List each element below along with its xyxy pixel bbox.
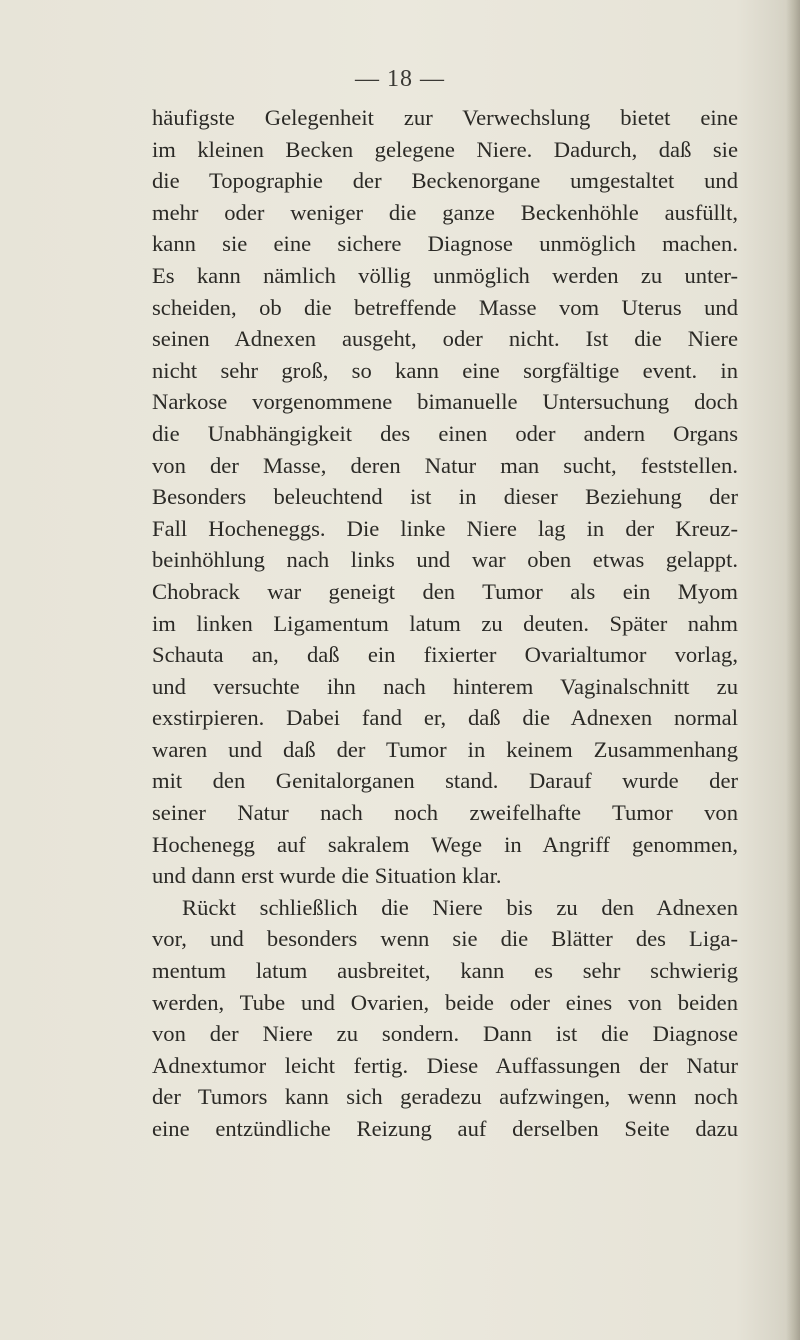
body-text xyxy=(152,102,738,1145)
page-number: — 18 — xyxy=(355,66,445,92)
text-line: Hochenegg auf sakralem Wege in Angriff genommen, xyxy=(152,831,738,857)
text-line: Narkose vorgenommene bimanuelle Untersuchung doch xyxy=(152,389,738,415)
text-line: exstirpieren. Dabei fand er, daß die Adnexen normal xyxy=(152,705,738,731)
text-line: Chobrack war geneigt den Tumor als ein Myom xyxy=(152,578,738,604)
text-line: vor, und besonders wenn sie die Blätter des Liga- xyxy=(152,926,738,952)
text-line: werden, Tube und Ovarien, beide oder eines von beiden xyxy=(152,989,738,1015)
text-line: mehr oder weniger die ganze Beckenhöhle ausfüllt, xyxy=(152,199,738,225)
text-line: kann sie eine sichere Diagnose unmöglich machen. xyxy=(152,231,738,257)
text-line: die Topographie der Beckenorgane umgestaltet und xyxy=(152,168,738,194)
text-line: von der Niere zu sondern. Dann ist die Diagnose xyxy=(152,1021,738,1047)
text-line: mit den Genitalorganen stand. Darauf wurde der xyxy=(152,768,738,794)
text-line: der Tumors kann sich geradezu aufzwingen, wenn noch xyxy=(152,1084,738,1110)
text-line: Es kann nämlich völlig unmöglich werden zu unter- xyxy=(152,262,738,288)
text-line: Besonders beleuchtend ist in dieser Beziehung der xyxy=(152,484,738,510)
text-line: scheiden, ob die betreffende Masse vom Uterus und xyxy=(152,294,738,320)
text-line: im linken Ligamentum latum zu deuten. Später nahm xyxy=(152,610,738,636)
text-line: eine entzündliche Reizung auf derselben Seite dazu xyxy=(152,1116,738,1141)
text-line: Adnextumor leicht fertig. Diese Auffassungen der Natur xyxy=(152,1052,738,1078)
text-line: beinhöhlung nach links und war oben etwas gelappt. xyxy=(152,547,738,573)
text-line: nicht sehr groß, so kann eine sorgfältige event. in xyxy=(152,357,738,383)
text-line: Schauta an, daß ein fixierter Ovarialtumor vorlag, xyxy=(152,642,738,668)
text-line: mentum latum ausbreitet, kann es sehr schwierig xyxy=(152,958,738,984)
text-line: und dann erst wurde die Situation klar. xyxy=(152,863,502,889)
text-line: und versuchte ihn nach hinterem Vaginalschnitt zu xyxy=(152,673,738,699)
text-line: von der Masse, deren Natur man sucht, feststellen. xyxy=(152,452,738,478)
text-line: Fall Hocheneggs. Die linke Niere lag in der Kreuz- xyxy=(152,515,738,541)
text-line: seinen Adnexen ausgeht, oder nicht. Ist die Niere xyxy=(152,326,738,352)
text-line: im kleinen Becken gelegene Niere. Dadurch, daß sie xyxy=(152,136,738,162)
text-line: die Unabhängigkeit des einen oder andern Organs xyxy=(152,420,738,446)
text-line: seiner Natur nach noch zweifelhafte Tumor von xyxy=(152,800,738,826)
text-line: Rückt schließlich die Niere bis zu den Adnexen xyxy=(182,894,738,920)
text-line: waren und daß der Tumor in keinem Zusammenhang xyxy=(152,736,738,762)
page-edge-shadow xyxy=(786,0,800,1340)
text-line: häufigste Gelegenheit zur Verwechslung bietet eine xyxy=(152,105,738,130)
